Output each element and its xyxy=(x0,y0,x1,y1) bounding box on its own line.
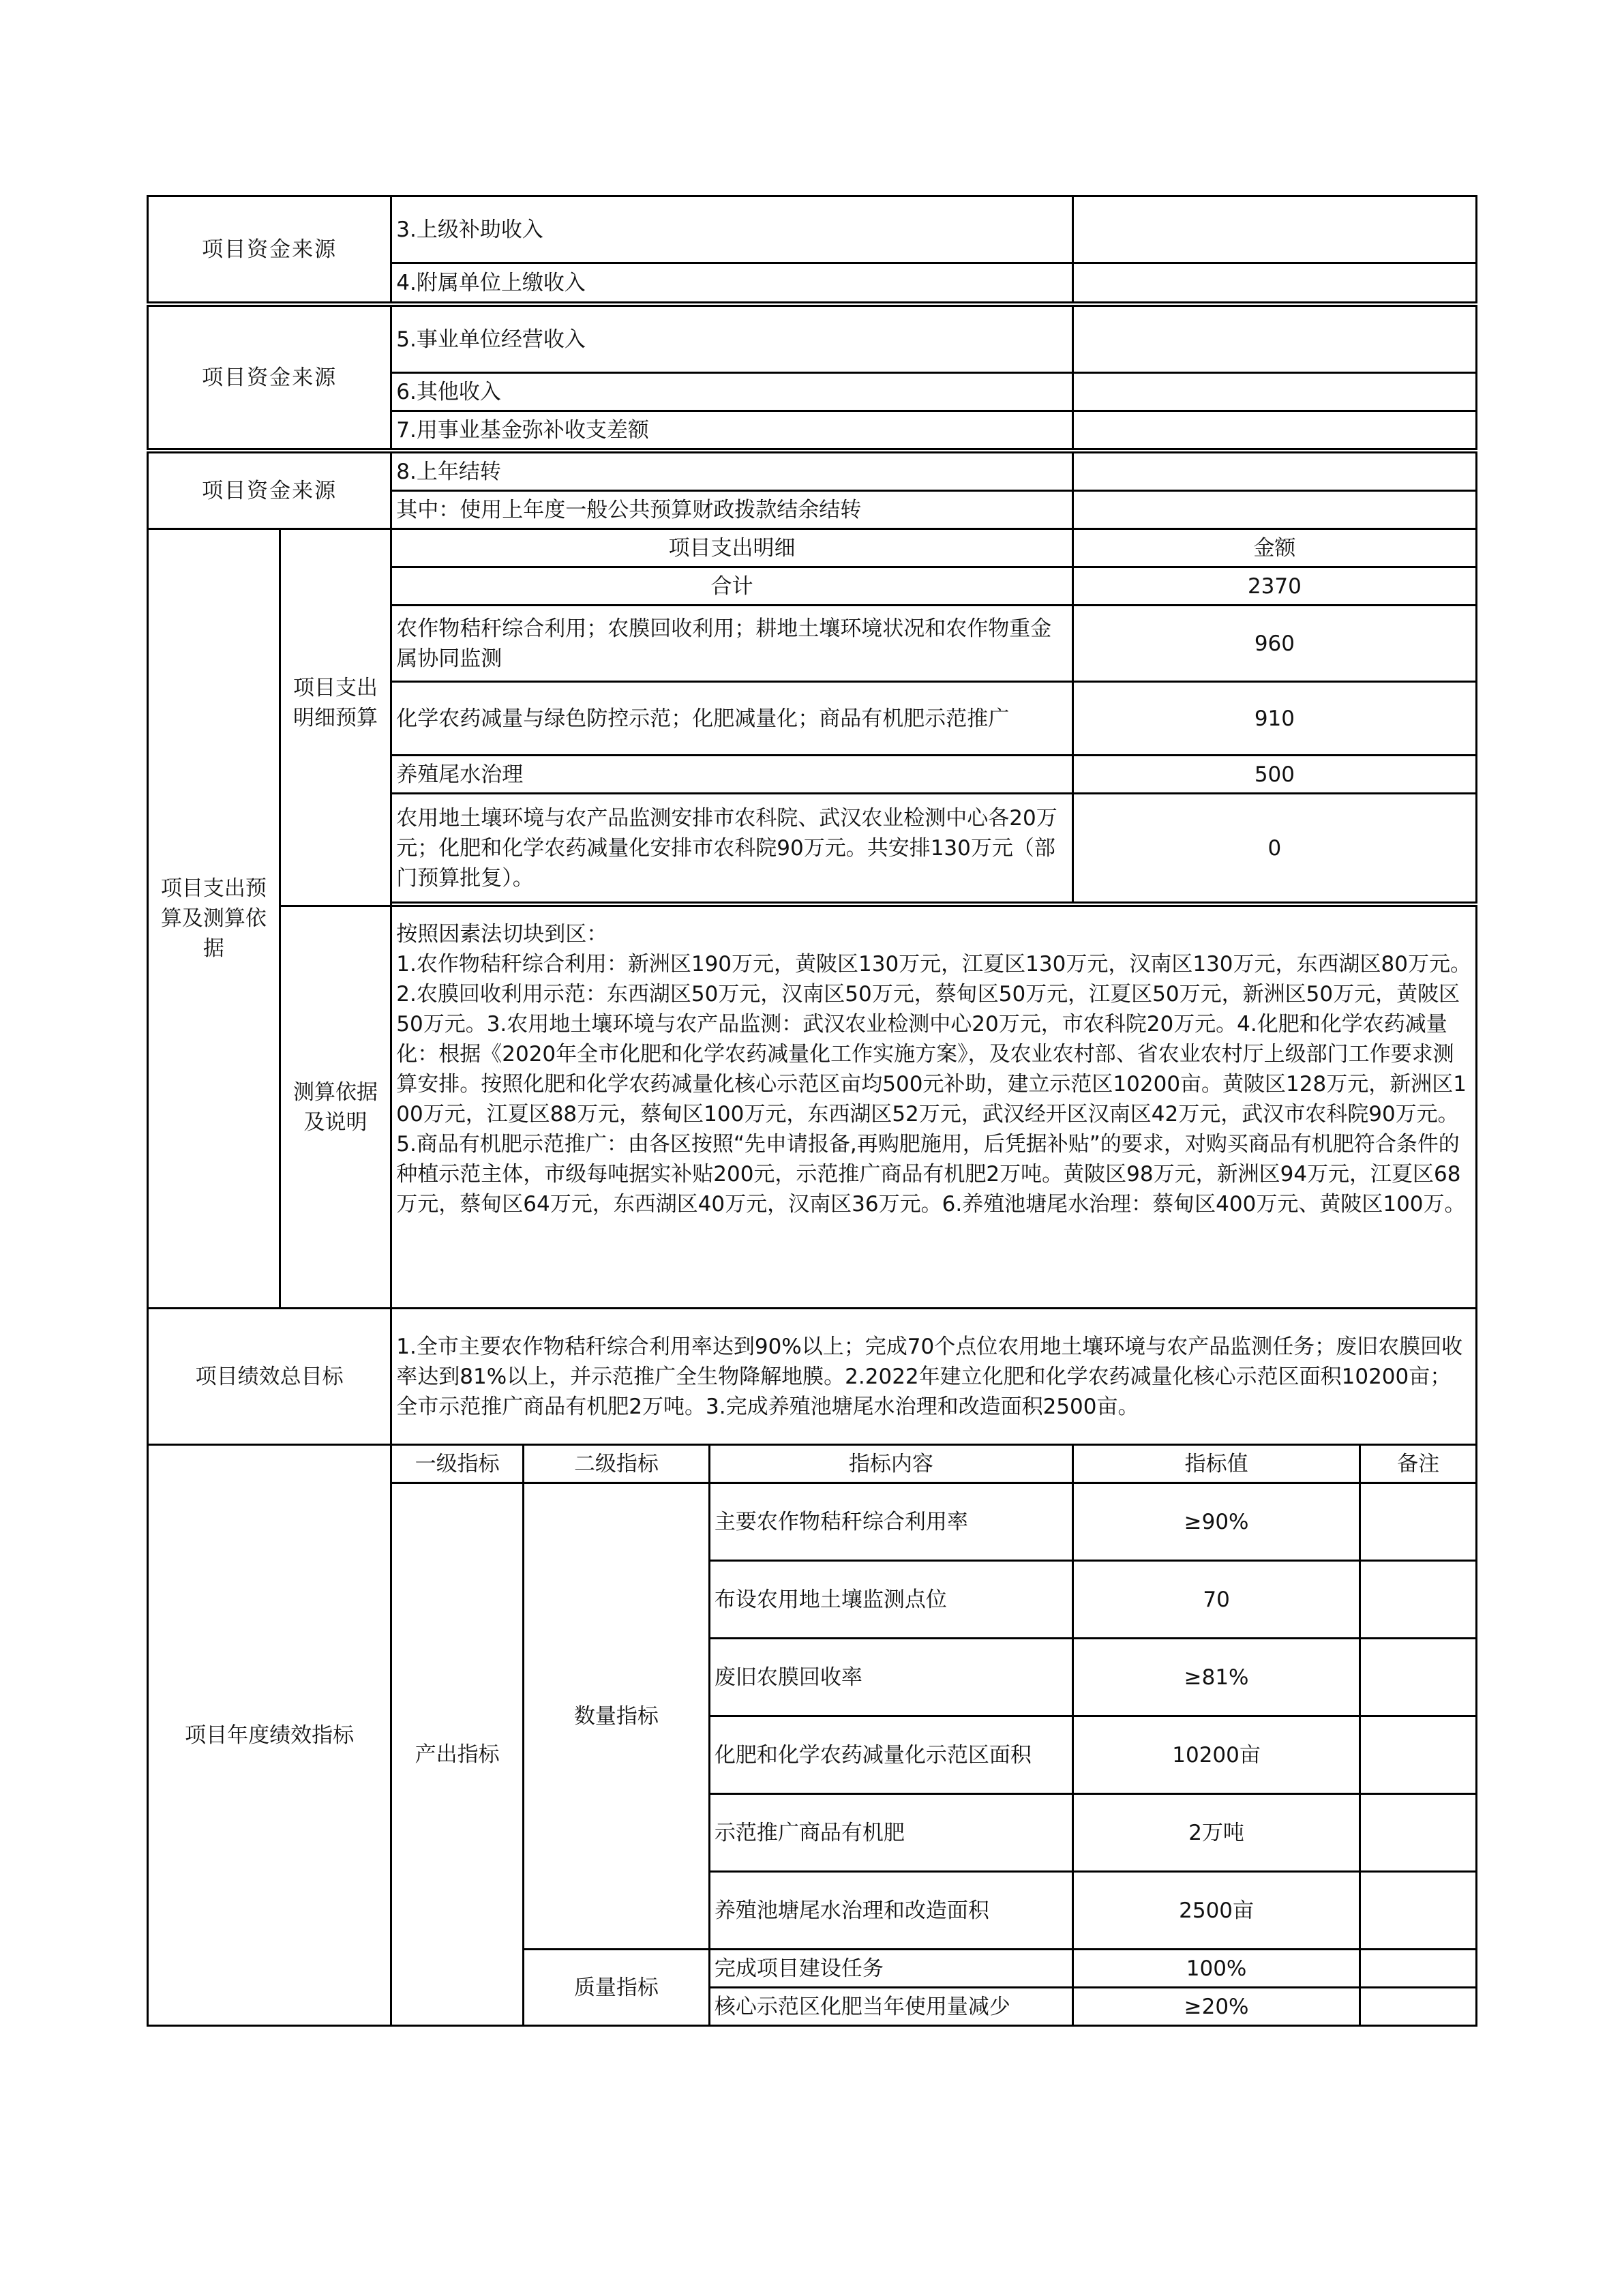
funding-item: 7.用事业基金弥补收支差额 xyxy=(391,411,1073,449)
budget-table xyxy=(147,195,1477,2027)
expenditure-outer-label: 项目支出预算及测算依据 xyxy=(148,529,280,1309)
header-value: 指标值 xyxy=(1072,1445,1360,1483)
indicators-label: 项目年度绩效指标 xyxy=(148,1445,391,2026)
indicator-remark xyxy=(1360,1950,1477,1988)
expenditure-item-text: 养殖尾水治理 xyxy=(391,756,1073,794)
basis-row xyxy=(148,906,1477,1309)
funding-item: 8.上年结转 xyxy=(391,453,1073,491)
expenditure-item-amount: 0 xyxy=(1072,794,1476,903)
funding-item: 3.上级补助收入 xyxy=(391,196,1073,263)
indicator-header-row xyxy=(148,1445,1477,1483)
indicator-content: 养殖池塘尾水治理和改造面积 xyxy=(709,1872,1072,1950)
indicator-remark xyxy=(1360,1716,1477,1794)
funding-row xyxy=(148,196,1477,263)
basis-label: 测算依据及说明 xyxy=(280,906,391,1309)
indicator-value: ≥81% xyxy=(1072,1639,1360,1716)
indicator-content: 完成项目建设任务 xyxy=(709,1950,1072,1988)
budget-document xyxy=(147,195,1477,2027)
indicator-remark xyxy=(1360,1988,1477,2026)
performance-goal-label: 项目绩效总目标 xyxy=(148,1309,391,1445)
indicator-remark xyxy=(1360,1639,1477,1716)
funding-row xyxy=(148,306,1477,373)
indicator-remark xyxy=(1360,1794,1477,1872)
funding-source-label: 项目资金来源 xyxy=(148,453,391,529)
header-content: 指标内容 xyxy=(709,1445,1072,1483)
expenditure-item-amount: 910 xyxy=(1072,682,1476,756)
header-remark: 备注 xyxy=(1360,1445,1477,1483)
indicator-value: 2万吨 xyxy=(1072,1794,1360,1872)
funding-value xyxy=(1072,263,1476,303)
indicator-content: 示范推广商品有机肥 xyxy=(709,1794,1072,1872)
col-amount-header: 金额 xyxy=(1072,529,1476,567)
funding-value xyxy=(1072,306,1476,373)
indicator-remark xyxy=(1360,1483,1477,1561)
indicator-content: 化肥和化学农药减量化示范区面积 xyxy=(709,1716,1072,1794)
expenditure-detail-label: 项目支出明细预算 xyxy=(280,529,391,906)
funding-source-label: 项目资金来源 xyxy=(148,306,391,449)
expenditure-item-text: 农作物秸秆综合利用；农膜回收利用；耕地土壤环境状况和农作物重金属协同监测 xyxy=(391,606,1073,682)
indicator-quantity-label: 数量指标 xyxy=(523,1483,709,1950)
indicator-content: 布设农用地土壤监测点位 xyxy=(709,1561,1072,1639)
funding-item: 6.其他收入 xyxy=(391,373,1073,411)
performance-goal-row xyxy=(148,1309,1477,1445)
funding-item: 其中：使用上年度一般公共预算财政拨款结余结转 xyxy=(391,491,1073,529)
indicator-quality-label: 质量指标 xyxy=(523,1950,709,2026)
indicator-value: 2500亩 xyxy=(1072,1872,1360,1950)
expenditure-item-amount: 960 xyxy=(1072,606,1476,682)
expenditure-item-amount: 500 xyxy=(1072,756,1476,794)
indicator-content: 主要农作物秸秆综合利用率 xyxy=(709,1483,1072,1561)
expenditure-item-text: 化学农药减量与绿色防控示范；化肥减量化；商品有机肥示范推广 xyxy=(391,682,1073,756)
funding-item: 4.附属单位上缴收入 xyxy=(391,263,1073,303)
indicator-value: ≥20% xyxy=(1072,1988,1360,2026)
header-level2: 二级指标 xyxy=(523,1445,709,1483)
funding-value xyxy=(1072,411,1476,449)
expenditure-item-text: 农用地土壤环境与农产品监测安排市农科院、武汉农业检测中心各20万元；化肥和化学农药减量化安排市农科院90万元。共安排130万元（部门预算批复）。 xyxy=(391,794,1073,903)
performance-goal-text: 1.全市主要农作物秸秆综合利用率达到90%以上；完成70个点位农用地土壤环境与农产品监测任务；废旧农膜回收率达到81%以上，并示范推广全生物降解地膜。2.2022年建立化肥和化学农药减量化核心示范区面积10200亩；全市示范推广商品有机肥2万吨。3.完成养殖池塘尾水治理和改造面积2500亩。 xyxy=(391,1309,1477,1445)
total-value: 2370 xyxy=(1072,567,1476,606)
indicator-remark xyxy=(1360,1561,1477,1639)
funding-value xyxy=(1072,453,1476,491)
funding-value xyxy=(1072,491,1476,529)
indicator-value: 10200亩 xyxy=(1072,1716,1360,1794)
indicator-level1: 产出指标 xyxy=(391,1483,524,2026)
header-level1: 一级指标 xyxy=(391,1445,524,1483)
basis-text: 按照因素法切块到区： 1.农作物秸秆综合利用：新洲区190万元，黄陂区130万元，江夏区130万元，汉南区130万元，东西湖区80万元。2.农膜回收利用示范：东西湖区50万元，汉南区50万元，蔡甸区50万元，江夏区50万元，新洲区50万元，黄陂区50万元。3.农用地土壤环境与农产品监测：武汉农业检测中心20万元，市农科院20万元。4.化肥和化学农药减量化：根据《2020年全市化肥和化学农药减量化工作实施方案》，及农业农村部、省农业农村厅上级部门工作要求测算安排。按照化肥和化学农药减量化核心示范区亩均500元补助，建立示范区10200亩。黄陂区128万元，新洲区100万元，江夏区88万元，蔡甸区100万元，东西湖区52万元，武汉经开区汉南区42万元，武汉市农科院90万元。5.商品有机肥示范推广：由各区按照“先申请报备,再购肥施用，后凭据补贴”的要求，对购买商品有机肥符合条件的种植示范主体，市级每吨据实补贴200元，示范推广商品有机肥2万吨。黄陂区98万元，新洲区94万元，江夏区68万元，蔡甸区64万元，东西湖区40万元，汉南区36万元。6.养殖池塘尾水治理：蔡甸区400万元、黄陂区100万。 xyxy=(391,906,1477,1309)
indicator-remark xyxy=(1360,1872,1477,1950)
funding-source-label: 项目资金来源 xyxy=(148,196,391,303)
indicator-content: 废旧农膜回收率 xyxy=(709,1639,1072,1716)
funding-value xyxy=(1072,196,1476,263)
total-label: 合计 xyxy=(391,567,1073,606)
indicator-value: ≥90% xyxy=(1072,1483,1360,1561)
funding-item: 5.事业单位经营收入 xyxy=(391,306,1073,373)
col-detail-header: 项目支出明细 xyxy=(391,529,1073,567)
indicator-content: 核心示范区化肥当年使用量减少 xyxy=(709,1988,1072,2026)
indicator-value: 100% xyxy=(1072,1950,1360,1988)
indicator-value: 70 xyxy=(1072,1561,1360,1639)
funding-row xyxy=(148,453,1477,491)
funding-value xyxy=(1072,373,1476,411)
expenditure-header-row xyxy=(148,529,1477,567)
